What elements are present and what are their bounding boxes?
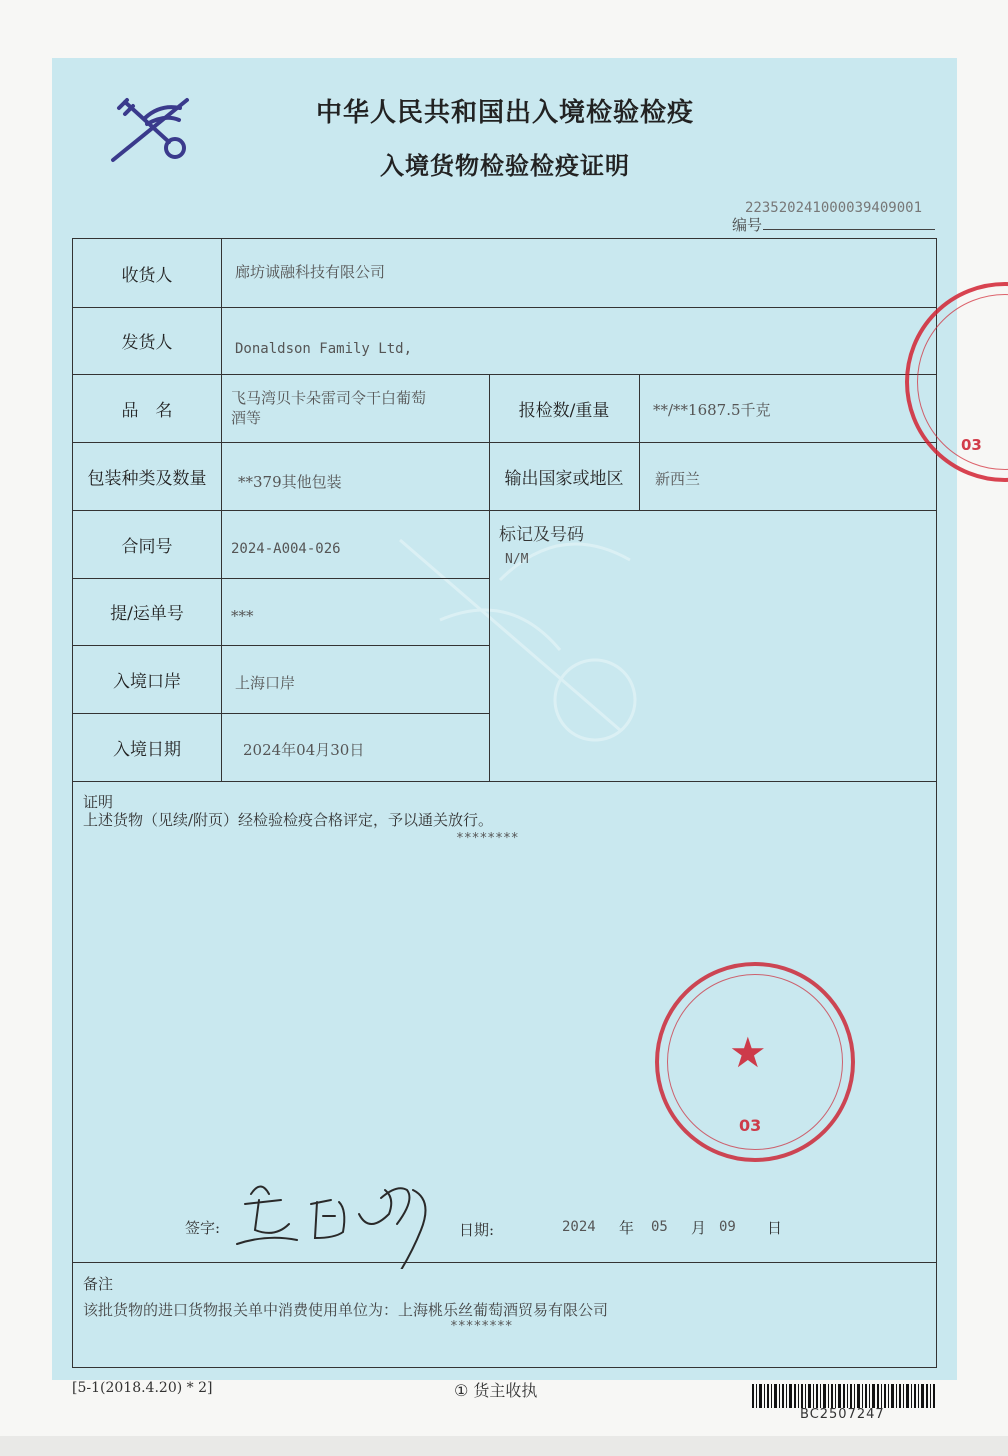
package-value: **379其他包装 [238, 473, 342, 491]
official-stamp [655, 962, 855, 1162]
row-divider [73, 1262, 936, 1263]
contract-value: 2024-A004-026 [231, 541, 341, 557]
col-divider [221, 239, 222, 781]
entry-date-label: 入境日期 [113, 739, 181, 760]
sign-month-unit: 月 [691, 1219, 707, 1237]
copy-label: ① 货主收执 [454, 1381, 538, 1400]
origin-label: 输出国家或地区 [504, 468, 624, 489]
bl-value: *** [231, 607, 254, 625]
barcode-text: BC2507247 [800, 1407, 885, 1422]
sign-label: 签字: [185, 1219, 221, 1237]
contract-label: 合同号 [121, 536, 173, 557]
remarks-label: 备注 [83, 1275, 114, 1293]
sign-year: 2024 [562, 1219, 596, 1235]
product-value-line2: 酒等 [231, 409, 262, 427]
sign-date-label: 日期: [459, 1221, 495, 1239]
port-value: 上海口岸 [235, 674, 296, 692]
ciq-emblem-icon [105, 88, 200, 168]
product-value-line1: 飞马湾贝卡朵雷司令干白葡萄 [231, 389, 427, 407]
certification-stars: ******** [456, 831, 519, 846]
barcode-icon [752, 1384, 937, 1408]
info-table [72, 238, 937, 1368]
number-underline [763, 229, 935, 230]
remarks-text: 该批货物的进口货物报关单中消费使用单位为：上海桃乐丝葡萄酒贸易有限公司 [83, 1301, 609, 1319]
stamp-number: 03 [739, 1116, 762, 1135]
document-title: 入境货物检验检疫证明 [380, 152, 630, 180]
form-code: [5-1(2018.4.20) * 2] [72, 1380, 213, 1396]
product-label: 品 名 [121, 400, 173, 421]
port-label: 入境口岸 [113, 671, 181, 692]
sign-year-unit: 年 [619, 1219, 635, 1237]
certification-text: 上述货物（见续/附页）经检验检疫合格评定，予以通关放行。 [83, 811, 494, 829]
consignee-label: 收货人 [121, 265, 173, 286]
handwritten-signature [231, 1164, 461, 1269]
sign-month: 05 [651, 1219, 668, 1235]
certificate-number: 22352024100003940900​1 [745, 200, 923, 216]
marks-value: N/M [505, 552, 529, 567]
consignee-value: 廊坊诚融科技有限公司 [235, 263, 386, 281]
package-label: 包装种类及数量 [87, 468, 207, 489]
row-divider [73, 781, 936, 782]
number-label: 编号 [732, 216, 763, 234]
sign-day: 09 [719, 1219, 736, 1235]
sign-day-unit: 日 [767, 1219, 783, 1237]
consignor-value: Donaldson Family Ltd, [235, 341, 413, 357]
certification-label: 证明 [83, 793, 114, 811]
consignor-label: 发货人 [121, 333, 173, 353]
partial-stamp-number: 03 [961, 436, 982, 454]
bottom-margin-band [0, 1436, 1008, 1456]
quantity-label: 报检数/重量 [518, 400, 610, 421]
origin-value: 新西兰 [655, 470, 701, 488]
col-divider [639, 374, 640, 510]
entry-date-value: 2024年04月30日 [243, 741, 365, 759]
bl-label: 提/运单号 [110, 604, 184, 624]
marks-label: 标记及号码 [499, 525, 584, 545]
stamp-star-icon: ★ [729, 1028, 767, 1077]
quantity-value: **/**1687.5千克 [653, 401, 771, 419]
authority-title: 中华人民共和国出入境检验检疫 [315, 98, 694, 128]
remarks-stars: ******** [450, 1319, 513, 1334]
